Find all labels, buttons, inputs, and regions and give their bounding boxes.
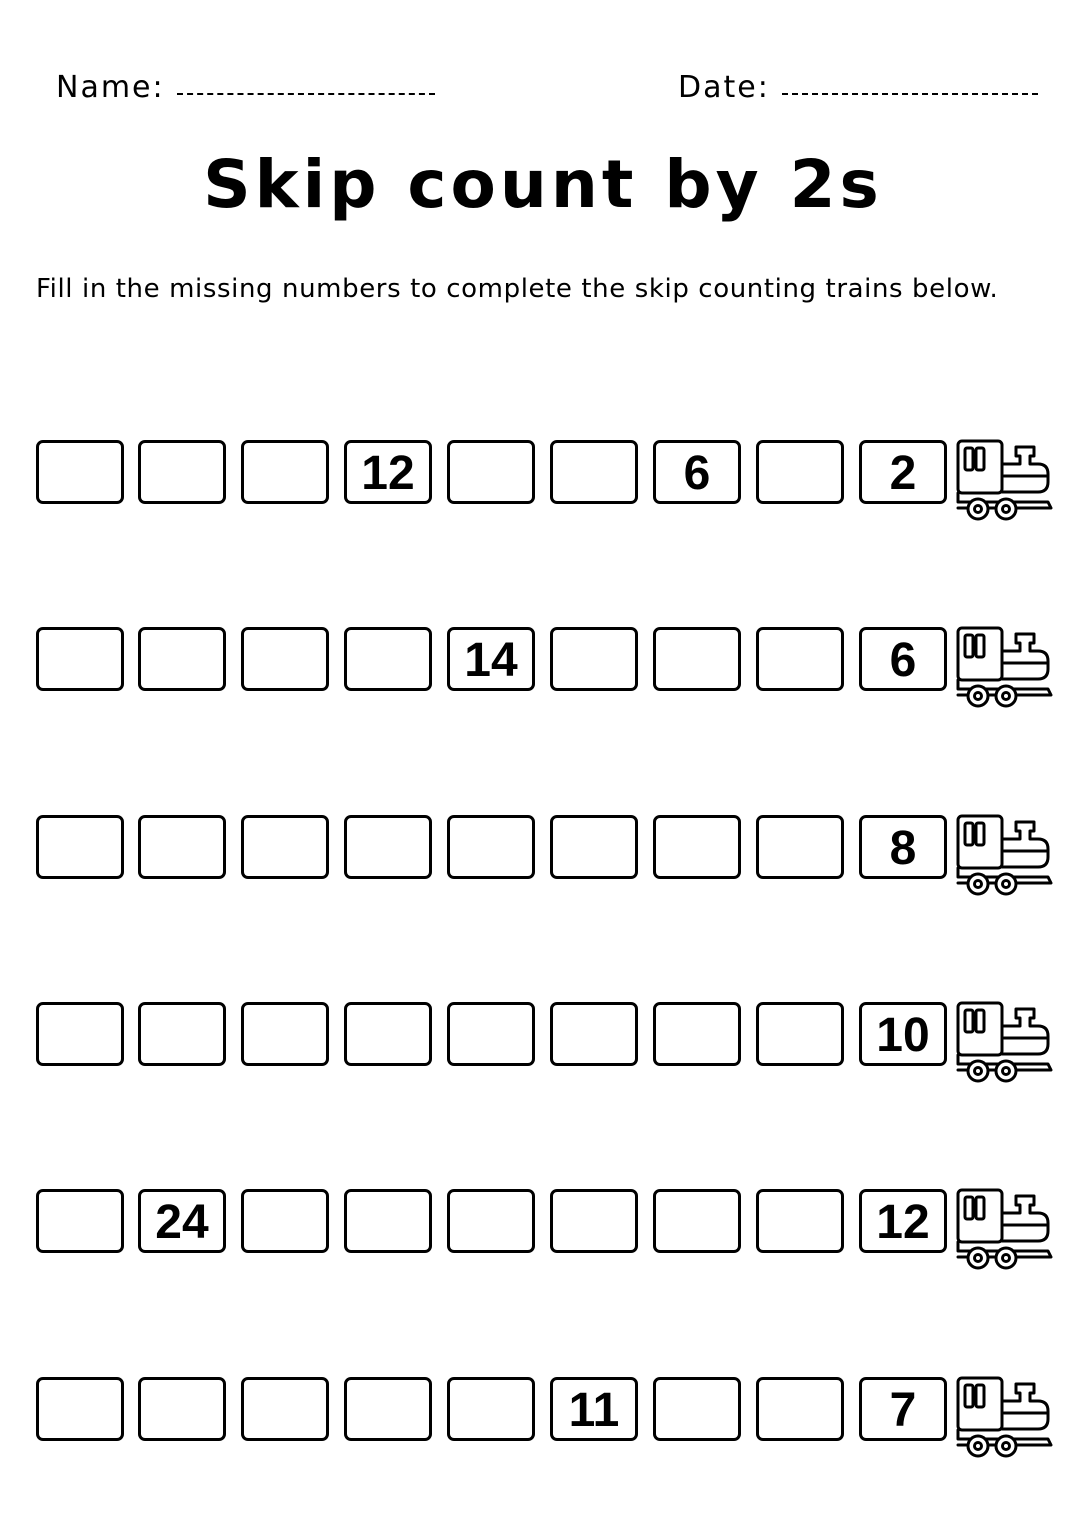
train-car-blank[interactable]: [36, 627, 124, 691]
train-engine-icon: [954, 1375, 1054, 1459]
train-car-blank[interactable]: [653, 1189, 741, 1253]
train-car-blank[interactable]: [241, 1002, 329, 1066]
train-car-blank[interactable]: [550, 1002, 638, 1066]
train-car-blank[interactable]: [653, 627, 741, 691]
train-car-blank[interactable]: [550, 440, 638, 504]
train-row: [36, 440, 1056, 530]
train-car-blank[interactable]: [138, 440, 226, 504]
train-car-blank[interactable]: [756, 1002, 844, 1066]
train-car-blank[interactable]: [653, 1377, 741, 1441]
train-car-number: 6: [653, 440, 741, 504]
date-line[interactable]: [782, 93, 1038, 95]
train-car-number: 8: [859, 815, 947, 879]
train-car-blank[interactable]: [36, 1002, 124, 1066]
train-car-blank[interactable]: [344, 815, 432, 879]
train-car-number: 14: [447, 627, 535, 691]
train-car-number: 7: [859, 1377, 947, 1441]
train-car-blank[interactable]: [36, 1189, 124, 1253]
instructions: Fill in the missing numbers to complete the skip counting trains below.: [36, 274, 999, 304]
train-car-number: 24: [138, 1189, 226, 1253]
train-engine-icon: [954, 438, 1054, 522]
train-car-blank[interactable]: [241, 627, 329, 691]
train-car-blank[interactable]: [138, 627, 226, 691]
name-label: Name:: [56, 70, 165, 105]
train-car-blank[interactable]: [653, 815, 741, 879]
date-label: Date:: [678, 70, 770, 105]
train-car-blank[interactable]: [138, 1377, 226, 1441]
train-car-blank[interactable]: [447, 440, 535, 504]
name-line[interactable]: [177, 93, 435, 95]
train-car-blank[interactable]: [653, 1002, 741, 1066]
train-car-blank[interactable]: [344, 1002, 432, 1066]
train-car-blank[interactable]: [447, 1002, 535, 1066]
train-car-blank[interactable]: [756, 1189, 844, 1253]
train-car-blank[interactable]: [344, 627, 432, 691]
train-car-blank[interactable]: [241, 1377, 329, 1441]
train-car-blank[interactable]: [550, 627, 638, 691]
train-car-blank[interactable]: [756, 1377, 844, 1441]
train-car-blank[interactable]: [36, 440, 124, 504]
train-car-blank[interactable]: [447, 815, 535, 879]
date-field[interactable]: [678, 70, 1038, 105]
train-car-blank[interactable]: [756, 627, 844, 691]
page-title: Skip count by 2s: [203, 146, 883, 223]
train-car-blank[interactable]: [550, 815, 638, 879]
train-car-blank[interactable]: [447, 1377, 535, 1441]
train-car-blank[interactable]: [241, 440, 329, 504]
train-engine-icon: [954, 625, 1054, 709]
train-row: [36, 1377, 1056, 1467]
train-car-number: 12: [859, 1189, 947, 1253]
train-car-blank[interactable]: [36, 815, 124, 879]
train-car-blank[interactable]: [241, 1189, 329, 1253]
train-car-blank[interactable]: [138, 1002, 226, 1066]
train-row: [36, 1002, 1056, 1092]
train-car-blank[interactable]: [344, 1377, 432, 1441]
train-car-number: 10: [859, 1002, 947, 1066]
train-car-blank[interactable]: [447, 1189, 535, 1253]
train-car-number: 11: [550, 1377, 638, 1441]
train-engine-icon: [954, 1000, 1054, 1084]
name-field[interactable]: [56, 70, 435, 105]
train-car-number: 6: [859, 627, 947, 691]
train-car-blank[interactable]: [756, 440, 844, 504]
train-car-number: 12: [344, 440, 432, 504]
train-car-blank[interactable]: [550, 1189, 638, 1253]
train-row: [36, 815, 1056, 905]
train-car-blank[interactable]: [241, 815, 329, 879]
train-car-blank[interactable]: [756, 815, 844, 879]
train-car-blank[interactable]: [344, 1189, 432, 1253]
train-car-blank[interactable]: [36, 1377, 124, 1441]
train-engine-icon: [954, 813, 1054, 897]
train-row: [36, 1189, 1056, 1279]
train-row: [36, 627, 1056, 717]
train-car-blank[interactable]: [138, 815, 226, 879]
train-engine-icon: [954, 1187, 1054, 1271]
train-car-number: 2: [859, 440, 947, 504]
